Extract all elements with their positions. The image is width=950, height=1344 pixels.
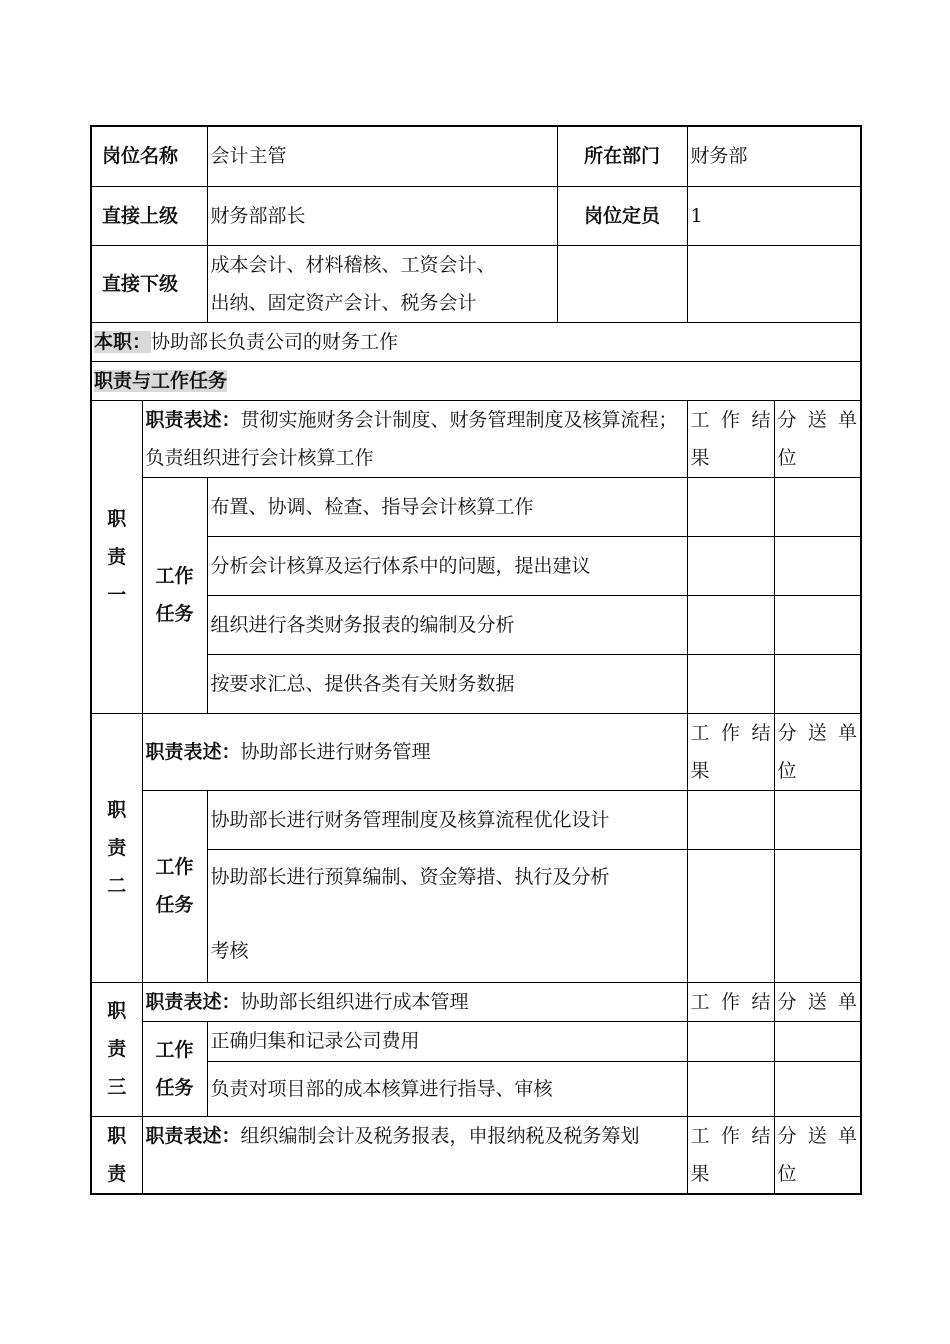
- empty-cell: [774, 595, 861, 654]
- work-result-header: 工 作 结 果: [687, 713, 774, 790]
- header-row-1: [91, 126, 861, 186]
- duty-2-statement-row: [91, 713, 861, 790]
- empty-cell: [687, 245, 861, 322]
- empty-cell: [687, 849, 774, 982]
- duty-1-statement-row: [91, 400, 861, 477]
- recipient-header: 分 送 单 位: [774, 713, 861, 790]
- statement-label: 职责表述：: [145, 1124, 241, 1147]
- duty-3-task-row: [91, 1061, 861, 1116]
- duty-4-label: 职 责: [91, 1116, 142, 1194]
- header-row-3: [91, 245, 861, 322]
- empty-cell: [687, 790, 774, 849]
- duty-1-task-row: [91, 595, 861, 654]
- summary-row: [91, 322, 861, 361]
- duty-4-statement: [142, 1116, 687, 1194]
- headcount-value: 1: [687, 186, 861, 245]
- recipient-header: 分 送 单: [774, 982, 861, 1021]
- task-text: 协助部长进行财务管理制度及核算流程优化设计: [207, 790, 687, 849]
- task-text: 布置、协调、检查、指导会计核算工作: [207, 477, 687, 536]
- summary-label: 本职：: [94, 330, 152, 353]
- duty-3-label: 职 责 三: [91, 982, 142, 1116]
- task-label: 工作 任务: [142, 477, 207, 713]
- header-row-2: [91, 186, 861, 245]
- position-name-value: 会计主管: [207, 126, 557, 186]
- recipient-header: 分 送 单 位: [774, 400, 861, 477]
- headcount-label: 岗位定员: [557, 186, 687, 245]
- work-result-header: 工 作 结: [687, 982, 774, 1021]
- empty-cell: [774, 536, 861, 595]
- position-name-label: 岗位名称: [91, 126, 207, 186]
- work-result-header: 工 作 结 果: [687, 400, 774, 477]
- recipient-header: 分 送 单 位: [774, 1116, 861, 1194]
- empty-cell: [557, 245, 687, 322]
- task-text: 负责对项目部的成本核算进行指导、审核: [207, 1061, 687, 1116]
- empty-cell: [687, 1061, 774, 1116]
- statement-label: 职责表述：: [145, 408, 241, 431]
- empty-cell: [774, 790, 861, 849]
- duty-3-statement-row: [91, 982, 861, 1021]
- empty-cell: [687, 1021, 774, 1061]
- duty-1-statement: [142, 400, 687, 477]
- summary-cell: [91, 322, 861, 361]
- task-text: 协助部长进行预算编制、资金筹措、执行及分析 考核: [207, 849, 687, 982]
- statement-text: 协助部长进行财务管理: [240, 740, 431, 763]
- subordinates-line-1: 成本会计、材料稽核、工资会计、: [210, 253, 496, 276]
- duty-3-statement: [142, 982, 687, 1021]
- duty-2-task-row: [91, 790, 861, 849]
- statement-text: 组织编制会计及税务报表，申报纳税及税务筹划: [240, 1124, 640, 1147]
- duty-2-task-row: [91, 849, 861, 982]
- empty-cell: [774, 654, 861, 713]
- duty-2-statement: [142, 713, 687, 790]
- superior-label: 直接上级: [91, 186, 207, 245]
- empty-cell: [774, 849, 861, 982]
- work-result-header: 工 作 结 果: [687, 1116, 774, 1194]
- section-title: 职责与工作任务: [94, 369, 228, 392]
- summary-text: 协助部长负责公司的财务工作: [151, 330, 399, 353]
- task-label: 工作 任务: [142, 790, 207, 982]
- job-table: [90, 125, 862, 1195]
- statement-label: 职责表述：: [145, 990, 241, 1013]
- empty-cell: [687, 536, 774, 595]
- department-value: 财务部: [687, 126, 861, 186]
- empty-cell: [774, 477, 861, 536]
- subordinate-value: [207, 245, 557, 322]
- duty-1-task-row: [91, 536, 861, 595]
- task-label: 工作 任务: [142, 1021, 207, 1116]
- statement-text: 贯彻实施财务会计制度、财务管理制度及核算流程；负责组织进行会计核算工作: [145, 408, 678, 469]
- task-text: 按要求汇总、提供各类有关财务数据: [207, 654, 687, 713]
- empty-cell: [687, 654, 774, 713]
- task-text: 组织进行各类财务报表的编制及分析: [207, 595, 687, 654]
- duty-1-task-row: [91, 477, 861, 536]
- empty-cell: [774, 1021, 861, 1061]
- subordinate-label: 直接下级: [91, 245, 207, 322]
- empty-cell: [774, 1061, 861, 1116]
- statement-label: 职责表述：: [145, 740, 241, 763]
- duty-4-statement-row: [91, 1116, 861, 1194]
- statement-text: 协助部长组织进行成本管理: [240, 990, 469, 1013]
- task-text: 正确归集和记录公司费用: [207, 1021, 687, 1061]
- superior-value: 财务部部长: [207, 186, 557, 245]
- duty-1-label: 职 责 一: [91, 400, 142, 713]
- duty-3-task-row: [91, 1021, 861, 1061]
- job-description-sheet: [90, 125, 860, 1195]
- empty-cell: [687, 477, 774, 536]
- section-title-row: [91, 361, 861, 400]
- section-title-cell: [91, 361, 861, 400]
- task-text: 分析会计核算及运行体系中的问题，提出建议: [207, 536, 687, 595]
- subordinates-line-2: 出纳、固定资产会计、税务会计: [210, 291, 477, 314]
- empty-cell: [687, 595, 774, 654]
- department-label: 所在部门: [557, 126, 687, 186]
- duty-1-task-row: [91, 654, 861, 713]
- duty-2-label: 职 责 二: [91, 713, 142, 982]
